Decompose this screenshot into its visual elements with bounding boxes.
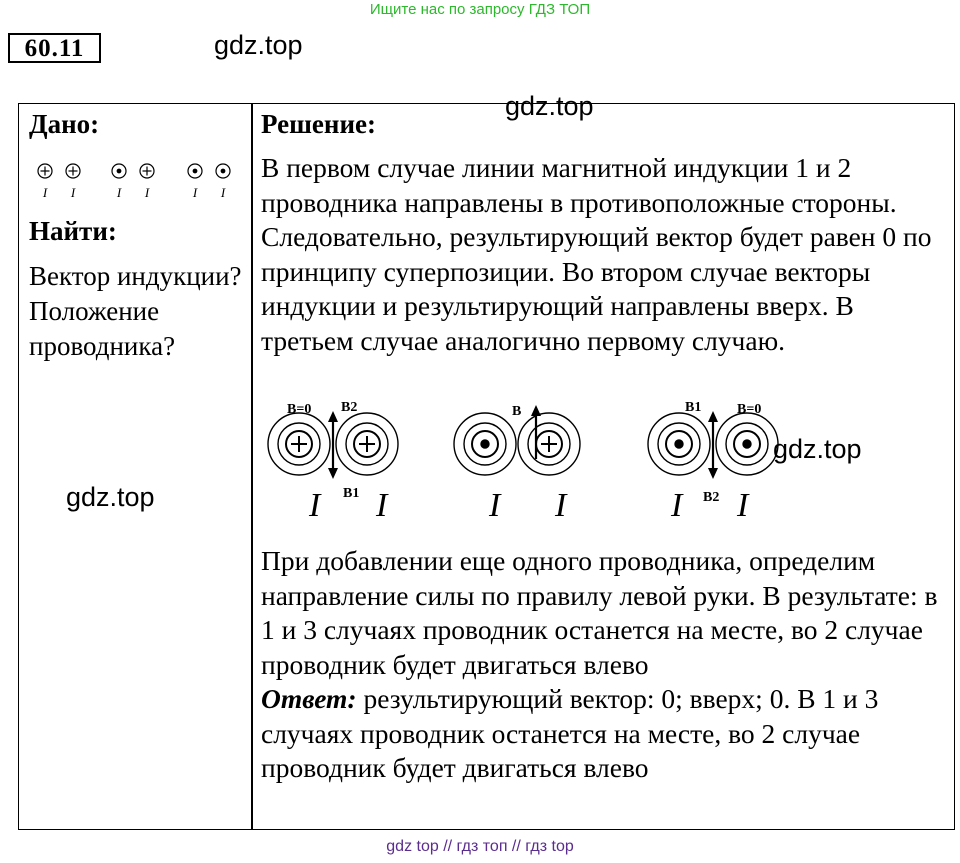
current-label: I — [489, 487, 501, 524]
conductor-cross-icon — [38, 164, 52, 178]
answer-text: результирующий вектор: 0; вверх; 0. В 1 и 3 случаях проводник останется на месте, во 2 случае проводник будет двигаться влево — [261, 683, 879, 783]
case-1-figure — [268, 411, 398, 479]
solution-heading: Решение: — [261, 109, 376, 139]
task-table — [18, 103, 955, 830]
conductor-cross-icon — [140, 164, 154, 178]
current-label: I — [309, 487, 321, 524]
magnetic-field-diagram — [267, 399, 787, 529]
conductor-cross-icon — [66, 164, 80, 178]
label-b: B — [512, 404, 522, 419]
watermark: gdz.top — [66, 482, 155, 512]
problem-number: 60.11 — [8, 33, 101, 63]
watermark: gdz.top — [214, 30, 303, 60]
current-label: I — [555, 487, 567, 524]
conductor-dot-icon — [216, 164, 230, 178]
label-b1: B1 — [685, 400, 702, 415]
answer-label: Ответ: — [261, 683, 357, 714]
current-label: I — [192, 185, 198, 200]
current-label: I — [42, 185, 48, 200]
current-label: I — [737, 487, 749, 524]
current-label: I — [220, 185, 226, 200]
arrow-down-icon — [708, 468, 718, 479]
solution-paragraph-2-text: При добавлении еще одного проводника, определим направление силы по правилу левой руки. В результате: в 1 и 3 случаях проводник останется на месте, во 2 случае проводник будет двигаться влево — [261, 545, 938, 680]
label-b2: B2 — [703, 490, 720, 505]
current-label: I — [144, 185, 150, 200]
arrow-down-icon — [328, 468, 338, 479]
conductor-dot-icon — [112, 164, 126, 178]
conductor-dot-icon — [188, 164, 202, 178]
solution-paragraph-2 — [261, 544, 951, 786]
footer-links[interactable]: gdz top // гдз топ // гдз top — [386, 838, 574, 855]
watermark: gdz.top — [773, 434, 862, 464]
watermark: gdz.top — [505, 91, 594, 121]
current-label: I — [376, 487, 388, 524]
find-text: Вектор индукции? Положение проводника? — [29, 261, 242, 361]
arrow-up-icon — [708, 411, 718, 422]
current-label: I — [671, 487, 683, 524]
label-b-zero: B=0 — [737, 402, 762, 417]
column-divider — [251, 104, 253, 829]
solution-paragraph-1: В первом случае линии магнитной индукции 1 и 2 проводника направлены в противоположные стороны. Следовательно, результирующий вектор будет равен 0 по принципу суперпозиции. Во втором случае векторы индукции и результирующий направлены вверх. В третьем случае аналогично первому случаю. — [261, 152, 932, 356]
current-label: I — [116, 185, 122, 200]
arrow-up-icon — [531, 405, 541, 416]
case-3-figure — [648, 411, 778, 479]
label-b1: B1 — [343, 486, 360, 501]
current-label: I — [70, 185, 76, 200]
find-heading: Найти: — [29, 216, 117, 246]
arrow-up-icon — [328, 411, 338, 422]
given-conductors-figure — [33, 159, 243, 204]
top-banner[interactable]: Ищите нас по запросу ГДЗ ТОП — [369, 1, 591, 18]
label-b2: B2 — [341, 400, 358, 415]
given-heading: Дано: — [29, 109, 100, 139]
label-b-zero: B=0 — [287, 402, 312, 417]
